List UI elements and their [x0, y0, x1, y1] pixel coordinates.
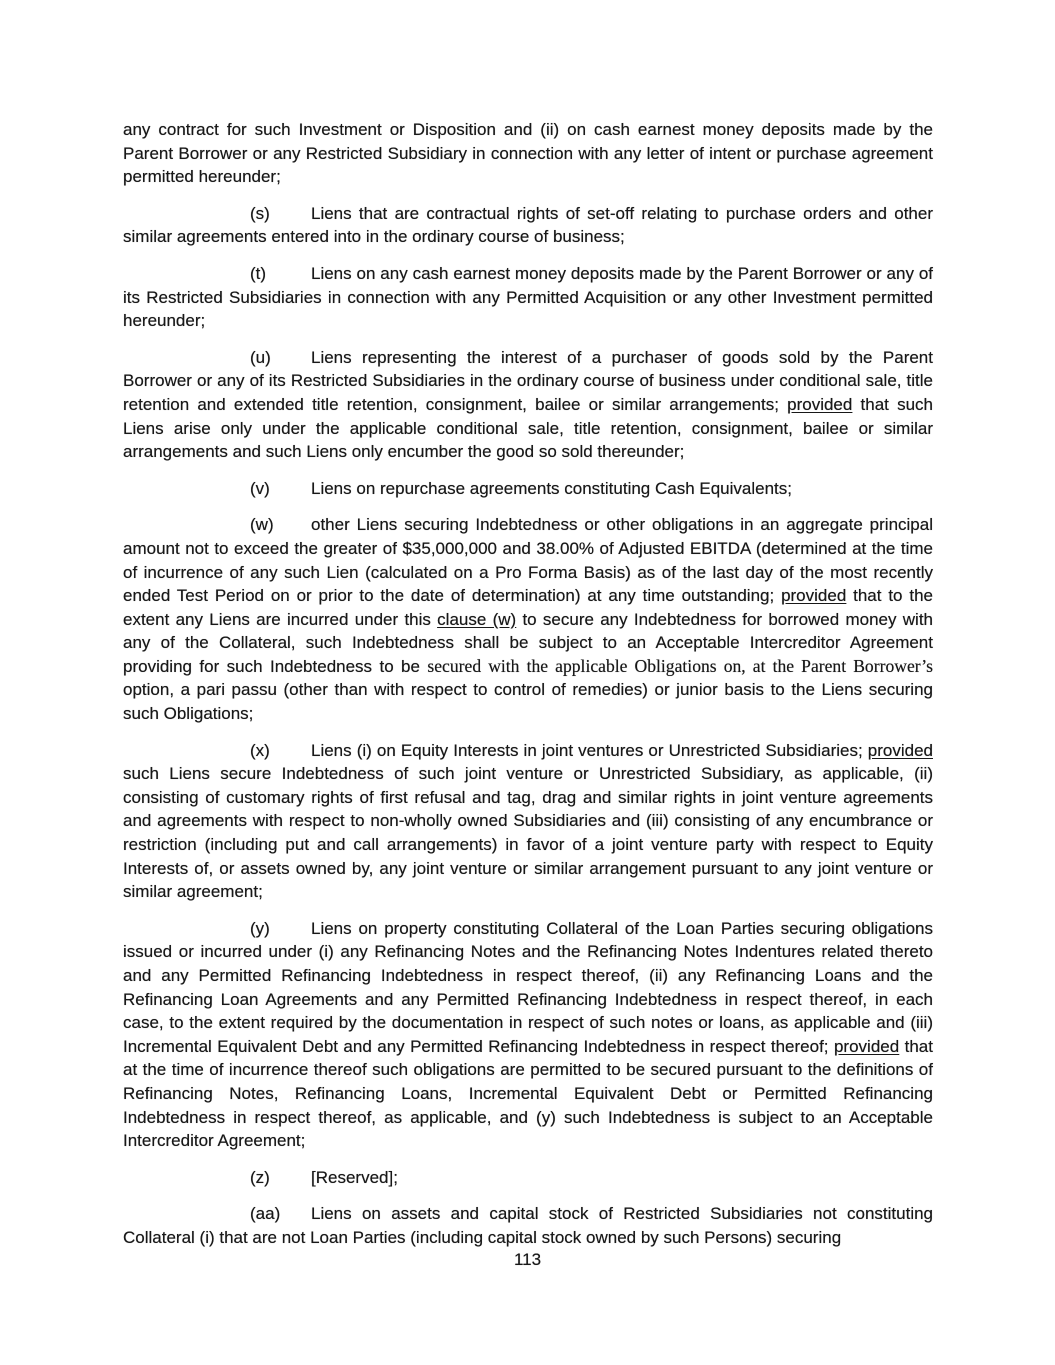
clause-label: (s): [250, 203, 270, 223]
paragraph-clause-z: [123, 1166, 933, 1190]
body-text: Liens on property constituting Collateral of the Loan Parties securing obligations issued or incurred under (i) any Refinancing Notes and the Refinancing Notes Indentures related thereto and any Permitted Refinancing Indebtedness in respect thereof, (ii) any Refinancing Loans and the Refinancing Loan Agreements and any Permitted Refinancing Indebtedness in respect thereof, in each case, to the extent required by the documentation in respect of such notes or loans, as applicable and (iii) Incremental Equivalent Debt and any Permitted Refinancing Indebtedness in respect thereof;: [123, 918, 933, 1056]
paragraph-clause-aa: [123, 1202, 933, 1249]
body-text: to secure any Indebtedness for borrowed money with any of the Collateral, such Indebtedness shall be subject to an Acceptable Intercreditor Agreement providing for such Indebtedness to be: [123, 609, 934, 676]
clause-label: (y): [250, 918, 270, 938]
body-text: Liens that are contractual rights of set-off relating to purchase orders and other similar agreements entered into in the ordinary course of business;: [123, 203, 933, 247]
paragraph-clause-w: [123, 513, 933, 725]
paragraph-clause-t: [123, 262, 933, 333]
body-text: that such Liens arise only under the applicable conditional sale, title retention, consignment, bailee or similar arrangements and such Liens only encumber the good so sold thereunder;: [123, 394, 934, 462]
underlined-text: provided: [781, 586, 847, 606]
body-text: any contract for such Investment or Disposition and (ii) on cash earnest money deposits made by the Parent Borrower or any Restricted Subsidiary in connection with any letter of intent or purchase agreement permitted hereunder;: [123, 120, 933, 187]
page-number: 113: [513, 1250, 542, 1269]
clause-label: (z): [250, 1167, 270, 1187]
body-text: Liens representing the interest of a purchaser of goods sold by the Parent Borrower or any of its Restricted Subsidiaries in the ordinary course of business under conditional sale, title retention and extended title retention, consignment, bailee or similar arrangements;: [123, 347, 933, 414]
underlined-text: provided: [833, 1036, 900, 1056]
document-body: [123, 118, 933, 1263]
body-text: [Reserved];: [311, 1167, 398, 1187]
paragraph-continuation: [123, 118, 933, 189]
paragraph-clause-u: [123, 346, 933, 464]
body-text: Liens on any cash earnest money deposits made by the Parent Borrower or any of its Restricted Subsidiaries in connection with any Permitted Acquisition or any other Investment permitted hereunder;: [123, 263, 933, 331]
underlined-text: provided: [867, 740, 933, 760]
paragraph-clause-x: [123, 739, 933, 904]
body-text: Liens on repurchase agreements constituting Cash Equivalents;: [311, 478, 793, 498]
clause-label: (v): [250, 478, 270, 498]
body-text: other Liens securing Indebtedness or other obligations in an aggregate principal amount not to exceed the greater of $35,000,000 and 38.00% of Adjusted EBITDA (determined at the time of incurrence of any such Lien (calculated on a Pro Forma Basis) as of the last day of the most recently ended Test Period on or prior to the date of determination) at any time outstanding;: [123, 515, 933, 606]
paragraph-clause-y: [123, 917, 933, 1153]
clause-label: (t): [250, 263, 267, 283]
underlined-text: provided: [787, 394, 853, 414]
clause-label: (u): [250, 347, 271, 367]
body-text: that at the time of incurrence thereof such obligations are permitted to be secured pursuant to the definitions of Refinancing Notes, Refinancing Loans, Incremental Equivalent Debt or Permitted Refinancing Indebtedness in respect thereof, as applicable, and (y) such Indebtedness is subject to an Acceptable Intercreditor Agreement;: [123, 1036, 933, 1151]
serif-inserted-text: secured with the applicable Obligations on, at the Parent Borrower’s: [427, 655, 934, 676]
paragraph-clause-v: [123, 477, 933, 501]
body-text: Liens on assets and capital stock of Restricted Subsidiaries not constituting Collateral (i) that are not Loan Parties (including capital stock owned by such Persons) securing: [123, 1204, 933, 1247]
body-text: option, a pari passu (other than with respect to control of remedies) or junior basis to the Liens securing such Obligations;: [123, 680, 933, 724]
clause-label: (w): [250, 515, 274, 535]
body-text: that to the extent any Liens are incurred under this: [123, 586, 933, 629]
paragraph-clause-s: [123, 202, 933, 249]
body-text: Liens (i) on Equity Interests in joint ventures or Unrestricted Subsidiaries;: [311, 740, 868, 760]
underlined-text: clause (w): [437, 609, 517, 629]
body-text: such Liens secure Indebtedness of such joint venture or Unrestricted Subsidiary, as applicable, (ii) consisting of customary rights of first refusal and tag, drag and similar rights in joint venture agreements and agreements with respect to non-wholly owned Subsidiaries and (iii) consisting of any encumbrance or restriction (including put and call arrangements) in favor of a joint venture party with respect to Equity Interests of, or assets owned by, any joint venture or similar arrangement pursuant to any joint venture or similar agreement;: [123, 764, 933, 902]
clause-label: (x): [250, 740, 270, 760]
clause-label: (aa): [250, 1204, 281, 1224]
